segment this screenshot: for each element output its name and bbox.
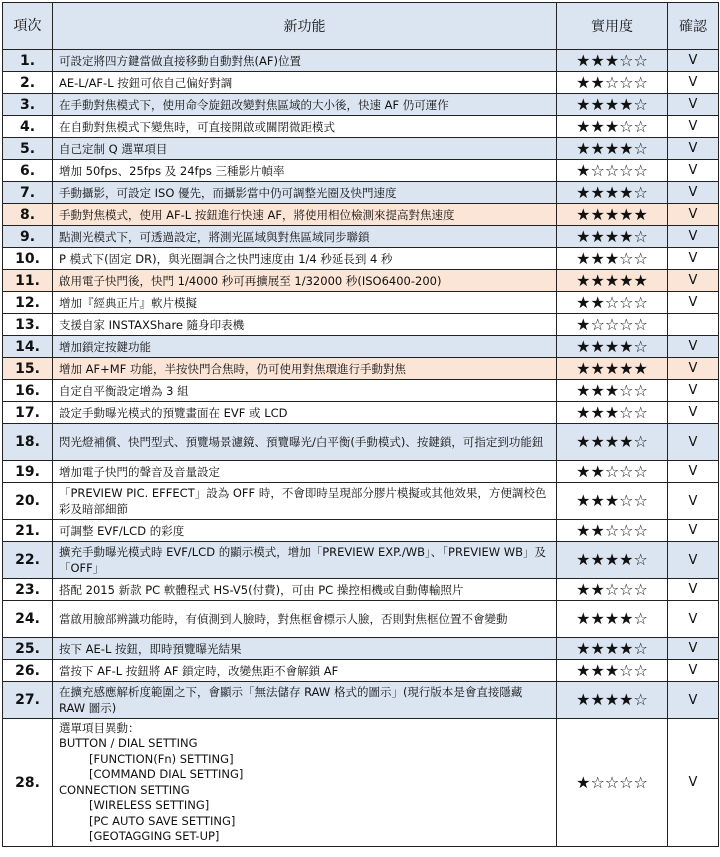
- feature-description: 手動攝影，可設定 ISO 優先，而攝影當中仍可調整光圈及快門速度: [53, 182, 557, 204]
- usefulness-rating: ★☆☆☆☆: [557, 160, 668, 182]
- item-number: 14.: [3, 336, 53, 358]
- usefulness-rating: ★★★☆☆: [557, 660, 668, 682]
- item-number: 25.: [3, 638, 53, 660]
- table-row: [3, 424, 719, 461]
- confirm-mark: V: [668, 483, 719, 520]
- usefulness-rating: ★★★★★: [557, 270, 668, 292]
- feature-description: 啟用電子快門後，快門 1/4000 秒可再擴展至 1/32000 秒(ISO6400-200): [53, 270, 557, 292]
- feature-description: 點測光模式下，可透過設定，將測光區域與對焦區域同步聯鎖: [53, 226, 557, 248]
- usefulness-rating: ★★★★☆: [557, 542, 668, 579]
- confirm-mark: V: [668, 660, 719, 682]
- confirm-mark: [668, 314, 719, 336]
- header-confirm: 確認: [668, 3, 719, 50]
- menu-section-name: CONNECTION SETTING: [59, 782, 190, 797]
- feature-description: 在手動對焦模式下，使用命令旋鈕改變對焦區域的大小後，快速 AF 仍可運作: [53, 94, 557, 116]
- feature-description: 在自動對焦模式下變焦時，可直接開啟或關閉微距模式: [53, 116, 557, 138]
- feature-description: 增加電子快門的聲音及音量設定: [53, 461, 557, 483]
- table-header-row: [3, 3, 719, 50]
- table-row: [3, 542, 719, 579]
- feature-description: 當按下 AF-L 按鈕將 AF 鎖定時，改變焦距不會解鎖 AF: [53, 660, 557, 682]
- item-number: 17.: [3, 402, 53, 424]
- item-number: 1.: [3, 50, 53, 72]
- table-row: [3, 160, 719, 182]
- feature-description: 自定自平衡設定增為 3 組: [53, 380, 557, 402]
- menu-setting-item: [WIRELESS SETTING]: [89, 798, 210, 812]
- table-row: [3, 601, 719, 638]
- table-row: [3, 579, 719, 601]
- table-row-menu-changes: [3, 719, 719, 847]
- usefulness-rating: ★★★☆☆: [557, 483, 668, 520]
- feature-description: 增加 AF+MF 功能，半按快門合焦時，仍可使用對焦環進行手動對焦: [53, 358, 557, 380]
- usefulness-rating: ★☆☆☆☆: [557, 314, 668, 336]
- feature-description: 可設定將四方鍵當做直接移動自動對焦(AF)位置: [53, 50, 557, 72]
- menu-setting-item: [COMMAND DIAL SETTING]: [89, 767, 244, 781]
- feature-description: 增加鎖定按鍵功能: [53, 336, 557, 358]
- usefulness-rating: ★★★☆☆: [557, 380, 668, 402]
- feature-description: AE-L/AF-L 按鈕可依自己偏好對調: [53, 72, 557, 94]
- confirm-mark: V: [668, 182, 719, 204]
- confirm-mark: V: [668, 270, 719, 292]
- item-number: 16.: [3, 380, 53, 402]
- feature-description: 手動對焦模式，使用 AF-L 按鈕進行快速 AF，將使用相位檢測來提高對焦速度: [53, 204, 557, 226]
- item-number: 28.: [3, 719, 53, 847]
- table-row: [3, 314, 719, 336]
- confirm-mark: V: [668, 358, 719, 380]
- usefulness-rating: ★★★☆☆: [557, 50, 668, 72]
- confirm-mark: V: [668, 94, 719, 116]
- usefulness-rating: ★★★☆☆: [557, 402, 668, 424]
- table-row: [3, 402, 719, 424]
- usefulness-rating: ★★☆☆☆: [557, 461, 668, 483]
- table-row: [3, 461, 719, 483]
- usefulness-rating: ★★★☆☆: [557, 248, 668, 270]
- confirm-mark: V: [668, 226, 719, 248]
- usefulness-rating: ★★★★★: [557, 204, 668, 226]
- feature-description: 閃光燈補償、快門型式、預覽場景濾鏡、預覽曝光/白平衡(手動模式)、按鍵鎖，可指定到功能鈕: [53, 424, 557, 461]
- confirm-mark: V: [668, 520, 719, 542]
- usefulness-rating: ★☆☆☆☆: [557, 719, 668, 847]
- confirm-mark: V: [668, 579, 719, 601]
- header-usefulness: 實用度: [557, 3, 668, 50]
- usefulness-rating: ★★★★☆: [557, 424, 668, 461]
- item-number: 11.: [3, 270, 53, 292]
- feature-description: 按下 AE-L 按鈕，即時預覽曝光結果: [53, 638, 557, 660]
- table-row: [3, 638, 719, 660]
- menu-change-title: 選單項目異動：: [59, 720, 140, 735]
- table-row: [3, 358, 719, 380]
- confirm-mark: V: [668, 160, 719, 182]
- confirm-mark: V: [668, 336, 719, 358]
- feature-description: 可調整 EVF/LCD 的彩度: [53, 520, 557, 542]
- menu-section-name: BUTTON / DIAL SETTING: [59, 736, 198, 750]
- item-number: 2.: [3, 72, 53, 94]
- feature-description: 支援自家 INSTAXShare 隨身印表機: [53, 314, 557, 336]
- confirm-mark: V: [668, 292, 719, 314]
- item-number: 9.: [3, 226, 53, 248]
- table-row: [3, 682, 719, 719]
- confirm-mark: V: [668, 719, 719, 847]
- feature-description: 增加『經典正片』軟片模擬: [53, 292, 557, 314]
- usefulness-rating: ★★★★☆: [557, 138, 668, 160]
- usefulness-rating: ★★☆☆☆: [557, 292, 668, 314]
- usefulness-rating: ★★★★☆: [557, 682, 668, 719]
- feature-description: [53, 719, 557, 847]
- feature-description: 當啟用臉部辨識功能時，有偵測到人臉時，對焦框會標示人臉，否則對焦框位置不會變動: [53, 601, 557, 638]
- item-number: 4.: [3, 116, 53, 138]
- table-row: [3, 380, 719, 402]
- table-body: [3, 50, 719, 847]
- item-number: 22.: [3, 542, 53, 579]
- confirm-mark: V: [668, 50, 719, 72]
- table-row: [3, 204, 719, 226]
- item-number: 24.: [3, 601, 53, 638]
- table-row: [3, 660, 719, 682]
- confirm-mark: V: [668, 424, 719, 461]
- table-row: [3, 72, 719, 94]
- header-item-number: 項次: [3, 3, 53, 50]
- feature-description: 擴充手動曝光模式時 EVF/LCD 的顯示模式，增加「PREVIEW EXP./WB」、「PREVIEW WB」及「OFF」: [53, 542, 557, 579]
- item-number: 21.: [3, 520, 53, 542]
- feature-description: 自己定制 Q 選單項目: [53, 138, 557, 160]
- item-number: 7.: [3, 182, 53, 204]
- table-row: [3, 248, 719, 270]
- usefulness-rating: ★★★★☆: [557, 182, 668, 204]
- confirm-mark: V: [668, 138, 719, 160]
- item-number: 18.: [3, 424, 53, 461]
- item-number: 27.: [3, 682, 53, 719]
- table-row: [3, 138, 719, 160]
- item-number: 10.: [3, 248, 53, 270]
- table-row: [3, 182, 719, 204]
- confirm-mark: V: [668, 542, 719, 579]
- feature-description: 增加 50fps、25fps 及 24fps 三種影片幀率: [53, 160, 557, 182]
- item-number: 8.: [3, 204, 53, 226]
- confirm-mark: V: [668, 72, 719, 94]
- table-row: [3, 226, 719, 248]
- feature-table-container: [2, 2, 718, 847]
- item-number: 3.: [3, 94, 53, 116]
- usefulness-rating: ★★★★☆: [557, 601, 668, 638]
- feature-description: 在擴充感應解析度範圍之下，會顯示「無法儲存 RAW 格式的圖示」(現行版本是會直接隱藏 RAW 圖示): [53, 682, 557, 719]
- table-row: [3, 50, 719, 72]
- confirm-mark: V: [668, 204, 719, 226]
- usefulness-rating: ★★☆☆☆: [557, 520, 668, 542]
- header-new-feature: 新功能: [53, 3, 557, 50]
- usefulness-rating: ★★★☆☆: [557, 116, 668, 138]
- confirm-mark: V: [668, 601, 719, 638]
- item-number: 26.: [3, 660, 53, 682]
- confirm-mark: V: [668, 402, 719, 424]
- menu-setting-item: [PC AUTO SAVE SETTING]: [89, 813, 236, 828]
- item-number: 13.: [3, 314, 53, 336]
- usefulness-rating: ★★★★☆: [557, 336, 668, 358]
- feature-description: 搭配 2015 新款 PC 軟體程式 HS-V5(付費)，可由 PC 操控相機或自動傳輸照片: [53, 579, 557, 601]
- feature-description: 「PREVIEW PIC. EFFECT」設為 OFF 時，不會即時呈現部分膠片模擬或其他效果，方便調校色彩及暗部細節: [53, 483, 557, 520]
- confirm-mark: V: [668, 638, 719, 660]
- item-number: 6.: [3, 160, 53, 182]
- menu-setting-item: [FUNCTION(Fn) SETTING]: [89, 751, 234, 766]
- table-row: [3, 94, 719, 116]
- usefulness-rating: ★★★★☆: [557, 638, 668, 660]
- confirm-mark: V: [668, 248, 719, 270]
- table-row: [3, 336, 719, 358]
- usefulness-rating: ★★☆☆☆: [557, 579, 668, 601]
- confirm-mark: V: [668, 682, 719, 719]
- item-number: 20.: [3, 483, 53, 520]
- item-number: 5.: [3, 138, 53, 160]
- item-number: 23.: [3, 579, 53, 601]
- table-row: [3, 270, 719, 292]
- confirm-mark: V: [668, 116, 719, 138]
- firmware-feature-table: [2, 2, 719, 847]
- confirm-mark: V: [668, 461, 719, 483]
- item-number: 15.: [3, 358, 53, 380]
- feature-description: 設定手動曝光模式的預覽畫面在 EVF 或 LCD: [53, 402, 557, 424]
- usefulness-rating: ★★☆☆☆: [557, 72, 668, 94]
- usefulness-rating: ★★★★☆: [557, 226, 668, 248]
- confirm-mark: V: [668, 380, 719, 402]
- feature-description: P 模式下(固定 DR)，與光圈調合之快門速度由 1/4 秒延長到 4 秒: [53, 248, 557, 270]
- usefulness-rating: ★★★★★: [557, 358, 668, 380]
- item-number: 12.: [3, 292, 53, 314]
- usefulness-rating: ★★★★☆: [557, 94, 668, 116]
- table-row: [3, 483, 719, 520]
- table-row: [3, 520, 719, 542]
- menu-setting-item: [GEOTAGGING SET-UP]: [89, 829, 220, 843]
- table-row: [3, 116, 719, 138]
- item-number: 19.: [3, 461, 53, 483]
- table-row: [3, 292, 719, 314]
